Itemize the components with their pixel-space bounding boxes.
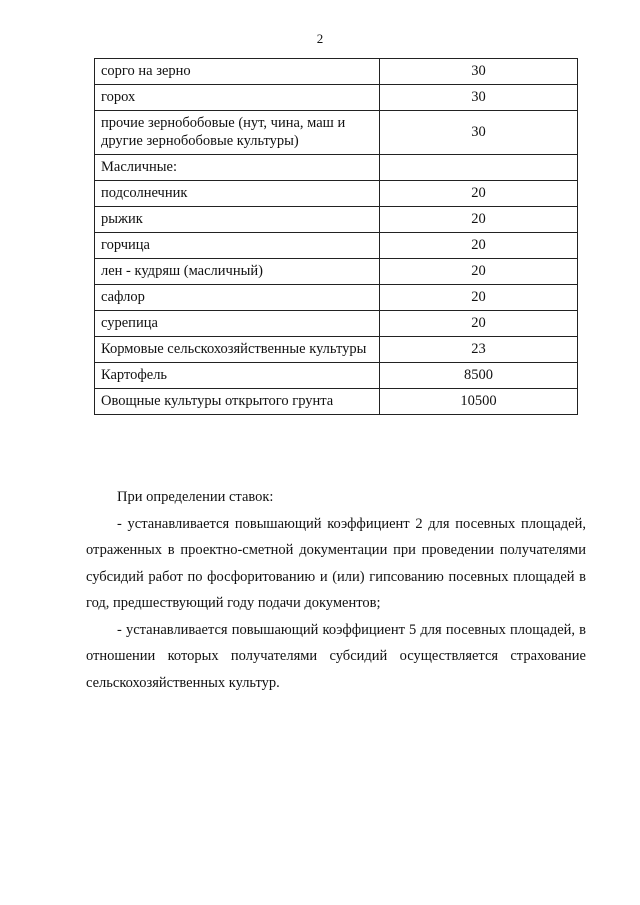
- crop-name: горчица: [95, 233, 380, 259]
- coefficient-2-paragraph: - устанавливается повышающий коэффициент 2 для посевных площадей, отраженных в проектно-сметной документации при проведении получателями субсидий работ по фосфоритованию и (или) гипсованию посевных площадей в год, предшествующий году подачи документов;: [86, 515, 586, 611]
- rate-value: 20: [380, 207, 578, 233]
- table-row: [95, 181, 578, 207]
- crop-group-heading: Масличные:: [95, 155, 380, 181]
- table-row: [95, 363, 578, 389]
- table-row: [95, 155, 578, 181]
- table-row: [95, 207, 578, 233]
- crop-name: прочие зернобобовые (нут, чина, маш и другие зернобобовые культуры): [95, 111, 380, 155]
- table-row: [95, 111, 578, 155]
- crop-name: сафлор: [95, 285, 380, 311]
- rate-value: 20: [380, 259, 578, 285]
- rate-value: [380, 155, 578, 181]
- rate-value: 30: [380, 85, 578, 111]
- table-row: [95, 59, 578, 85]
- crop-name: сурепица: [95, 311, 380, 337]
- rates-intro-paragraph: При определении ставок:: [117, 489, 274, 505]
- rates-table: [94, 58, 578, 415]
- crop-name: лен - кудряш (масличный): [95, 259, 380, 285]
- crop-name: сорго на зерно: [95, 59, 380, 85]
- table-row: [95, 337, 578, 363]
- table-row: [95, 285, 578, 311]
- crop-name: горох: [95, 85, 380, 111]
- crop-name: Овощные культуры открытого грунта: [95, 389, 380, 415]
- body-text: [86, 484, 586, 696]
- rate-value: 10500: [380, 389, 578, 415]
- rate-value: 30: [380, 111, 578, 155]
- rate-value: 8500: [380, 363, 578, 389]
- table-row: [95, 259, 578, 285]
- crop-name: подсолнечник: [95, 181, 380, 207]
- crop-name: рыжик: [95, 207, 380, 233]
- rate-value: 20: [380, 285, 578, 311]
- page-number: 2: [316, 31, 324, 46]
- table-row: [95, 233, 578, 259]
- table-row: [95, 389, 578, 415]
- coefficient-5-paragraph: - устанавливается повышающий коэффициент 5 для посевных площадей, в отношении которых получателями субсидий осуществляется страхование сельскохозяйственных культур.: [86, 621, 586, 691]
- table-row: [95, 311, 578, 337]
- table-row: [95, 85, 578, 111]
- rate-value: 20: [380, 311, 578, 337]
- rate-value: 23: [380, 337, 578, 363]
- rate-value: 30: [380, 59, 578, 85]
- rate-value: 20: [380, 233, 578, 259]
- crop-name: Кормовые сельскохозяйственные культуры: [95, 337, 380, 363]
- rate-value: 20: [380, 181, 578, 207]
- crop-name: Картофель: [95, 363, 380, 389]
